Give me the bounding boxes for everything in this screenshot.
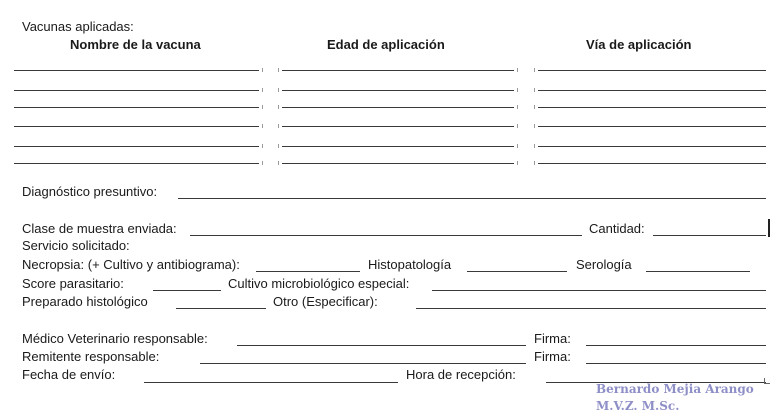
histology-prep-line[interactable] [176, 308, 266, 309]
vaccine-name-line-5[interactable] [14, 146, 259, 147]
parasite-score-line[interactable] [153, 290, 221, 291]
column-tick [517, 88, 518, 92]
vaccine-name-line-1[interactable] [14, 70, 259, 71]
column-tick [262, 124, 263, 128]
sender-signature-line[interactable] [586, 363, 766, 364]
vet-signature-label: Firma: [534, 331, 571, 346]
vaccine-route-line-6[interactable] [538, 163, 766, 164]
histology-prep-label: Preparado histológico [22, 294, 148, 309]
vaccine-age-line-6[interactable] [282, 163, 514, 164]
vet-responsible-line[interactable] [237, 345, 526, 346]
corner-mark [764, 378, 770, 384]
column-tick [278, 68, 279, 72]
vet-signature-line[interactable] [586, 345, 766, 346]
vaccine-age-line-1[interactable] [282, 70, 514, 71]
column-tick [517, 105, 518, 109]
column-tick [278, 161, 279, 165]
vaccine-age-line-4[interactable] [282, 126, 514, 127]
vaccine-route-line-3[interactable] [538, 107, 766, 108]
quantity-label: Cantidad: [589, 221, 645, 236]
column-tick [278, 88, 279, 92]
column-tick [517, 124, 518, 128]
histopathology-line[interactable] [467, 271, 567, 272]
special-culture-label: Cultivo microbiológico especial: [228, 276, 410, 291]
signer-degree: M.V.Z. M.Sc. [596, 399, 680, 413]
vaccine-age-line-3[interactable] [282, 107, 514, 108]
vaccine-route-line-4[interactable] [538, 126, 766, 127]
parasite-score-label: Score parasitario: [22, 276, 124, 291]
column-tick [262, 88, 263, 92]
sample-type-label: Clase de muestra enviada: [22, 221, 177, 236]
send-date-line[interactable] [144, 382, 398, 383]
sender-responsible-line[interactable] [200, 363, 526, 364]
column-tick [534, 105, 535, 109]
other-line[interactable] [416, 308, 766, 309]
column-tick [278, 105, 279, 109]
vaccine-name-line-3[interactable] [14, 107, 259, 108]
column-tick [534, 161, 535, 165]
signer-name: Bernardo Mejia Arango [596, 382, 754, 396]
vaccine-name-line-2[interactable] [14, 90, 259, 91]
sender-responsible-label: Remitente responsable: [22, 349, 160, 364]
vaccine-name-line-4[interactable] [14, 126, 259, 127]
column-tick [534, 68, 535, 72]
sample-type-line[interactable] [190, 235, 582, 236]
vaccine-age-line-2[interactable] [282, 90, 514, 91]
column-tick [517, 68, 518, 72]
vaccine-route-line-1[interactable] [538, 70, 766, 71]
diagnosis-line[interactable] [178, 198, 766, 199]
necropsy-label: Necropsia: (+ Cultivo y antibiograma): [22, 257, 240, 272]
column-tick [262, 105, 263, 109]
column-tick [534, 144, 535, 148]
application-route-header: Vía de aplicación [586, 37, 692, 52]
diagnosis-label: Diagnóstico presuntivo: [22, 184, 158, 199]
histopathology-label: Histopatología [368, 257, 452, 272]
column-tick [517, 161, 518, 165]
vaccines-section-label: Vacunas aplicadas: [22, 19, 134, 34]
column-tick [278, 124, 279, 128]
vaccine-route-line-2[interactable] [538, 90, 766, 91]
vet-responsible-label: Médico Veterinario responsable: [22, 331, 208, 346]
vaccine-name-line-6[interactable] [14, 163, 259, 164]
serology-line[interactable] [646, 271, 750, 272]
column-tick [534, 88, 535, 92]
column-tick [534, 124, 535, 128]
other-label: Otro (Especificar): [273, 294, 378, 309]
service-label: Servicio solicitado: [22, 238, 130, 253]
serology-label: Serología [576, 257, 632, 272]
send-date-label: Fecha de envío: [22, 367, 116, 382]
vaccine-route-line-5[interactable] [538, 146, 766, 147]
quantity-line[interactable] [653, 235, 766, 236]
vaccine-name-header: Nombre de la vacuna [70, 37, 201, 52]
sender-signature-label: Firma: [534, 349, 571, 364]
special-culture-line[interactable] [432, 290, 766, 291]
vaccine-age-line-5[interactable] [282, 146, 514, 147]
column-tick [278, 144, 279, 148]
column-tick [517, 144, 518, 148]
column-tick [262, 161, 263, 165]
column-tick [262, 68, 263, 72]
application-age-header: Edad de aplicación [327, 37, 445, 52]
page-edge-mark [768, 219, 770, 237]
receipt-time-label: Hora de recepción: [406, 367, 516, 382]
necropsy-line[interactable] [256, 271, 360, 272]
column-tick [262, 144, 263, 148]
